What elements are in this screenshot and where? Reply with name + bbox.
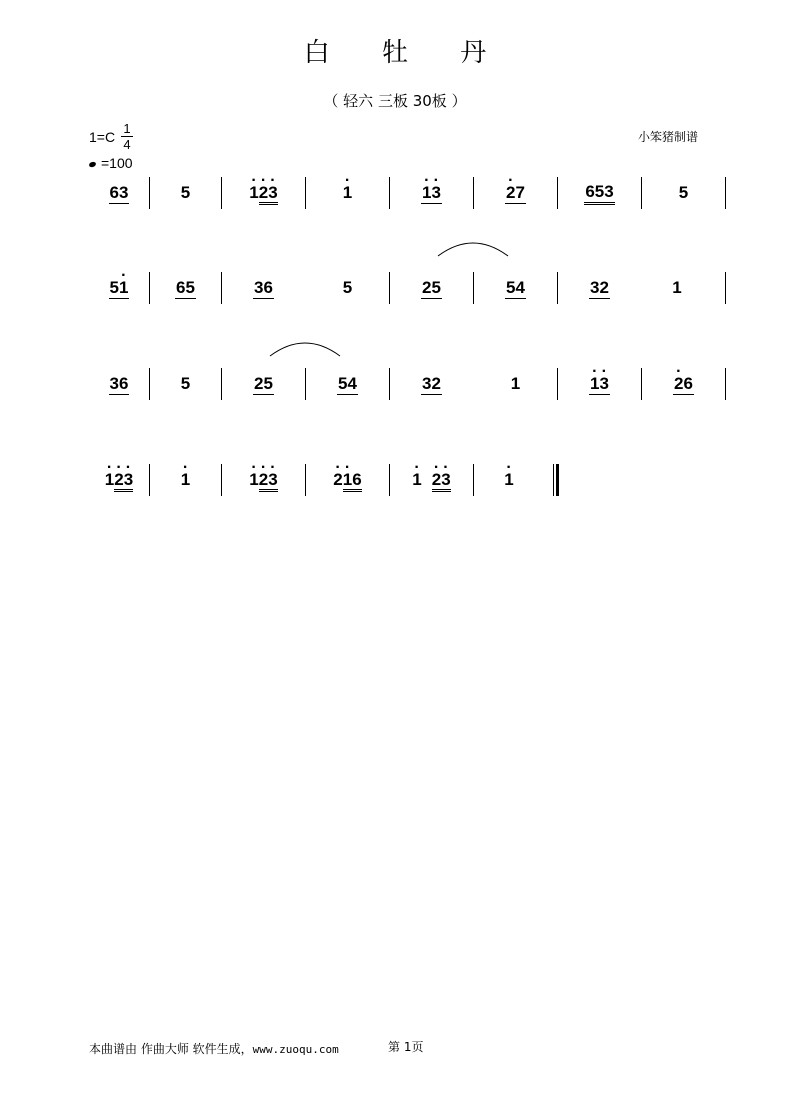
measure xyxy=(474,177,557,209)
measure xyxy=(390,464,473,496)
note-group: 63 xyxy=(109,182,129,202)
key-signature: 1=C xyxy=(89,129,116,145)
note-group: · 1· 2· 3 xyxy=(411,470,451,490)
note-group: · 1· 2· 3 xyxy=(248,470,278,490)
note-group: 5 xyxy=(678,183,689,202)
measure xyxy=(306,464,389,496)
note-group: 36 xyxy=(109,373,129,393)
measure xyxy=(222,368,305,400)
tempo-marking xyxy=(89,155,133,171)
page-number: 第 1页 xyxy=(388,1040,424,1054)
measure xyxy=(89,368,149,400)
footer-text: 本曲谱由 作曲大师 软件生成， xyxy=(89,1042,253,1056)
time-signature-denominator: 4 xyxy=(123,137,131,152)
score-system-4 xyxy=(0,464,790,524)
note-group: 653 xyxy=(584,182,614,205)
note-group: 32 xyxy=(590,277,609,297)
note-group: · 2· 16 xyxy=(332,470,362,490)
note-group: 5 xyxy=(180,374,191,393)
score-system-2 xyxy=(0,272,790,332)
note-group: · 26 xyxy=(673,374,694,395)
score-system-1 xyxy=(0,177,790,237)
note-group: 5 xyxy=(342,278,353,297)
note-group: 25 xyxy=(422,277,441,297)
bar-line xyxy=(725,368,726,400)
bar-line xyxy=(725,272,726,304)
notation-maker: 小笨猪制谱 xyxy=(638,130,699,144)
measure xyxy=(474,368,557,400)
note-group: 65 xyxy=(176,277,195,297)
measure xyxy=(558,177,641,209)
measure xyxy=(150,368,221,400)
measure xyxy=(222,464,305,496)
measure xyxy=(642,368,725,400)
footer-url: www.zuoqu.com xyxy=(252,1043,339,1056)
measure xyxy=(222,177,305,209)
measure xyxy=(642,177,725,209)
tempo-value: =100 xyxy=(101,155,133,171)
note-group: 1 xyxy=(510,374,521,393)
note-group: 5· 1 xyxy=(109,278,130,299)
bar-line xyxy=(725,177,726,209)
measure xyxy=(306,368,389,400)
song-subtitle: （ 轻六 三板 30板 ） xyxy=(323,92,467,110)
slur xyxy=(268,338,342,358)
measure xyxy=(558,368,641,400)
measure xyxy=(642,272,712,304)
note-group: · 1 xyxy=(342,183,353,203)
note-group: · 1· 3 xyxy=(421,183,442,204)
measure xyxy=(306,272,389,304)
note-group: · 1 xyxy=(503,470,514,490)
note-group: 32 xyxy=(422,373,441,393)
measure xyxy=(474,464,544,496)
note-group: 5 xyxy=(180,183,191,202)
note-group: · 1· 3 xyxy=(589,374,610,395)
note-group: · 1 xyxy=(180,470,191,490)
note-group: · 27 xyxy=(505,183,526,204)
measure xyxy=(89,464,149,496)
note-group: 1 xyxy=(672,278,682,297)
measure xyxy=(150,177,221,209)
measure xyxy=(306,177,389,209)
note-group: · 1· 2· 3 xyxy=(248,183,278,203)
measure xyxy=(390,272,473,304)
note-group: 36 xyxy=(254,277,273,297)
note-group: 54 xyxy=(338,373,357,393)
time-signature-numerator: 1 xyxy=(121,121,133,137)
measure xyxy=(89,177,149,209)
song-title: 白 牡 丹 xyxy=(303,38,509,68)
measure xyxy=(150,464,221,496)
final-bar-line-thin xyxy=(553,464,554,496)
slur xyxy=(436,238,510,258)
measure xyxy=(390,368,473,400)
measure xyxy=(558,272,641,304)
note-group: 54 xyxy=(506,277,525,297)
measure xyxy=(474,272,557,304)
note-group: 25 xyxy=(254,373,273,393)
measure xyxy=(222,272,305,304)
footer xyxy=(89,1040,339,1057)
score-system-3 xyxy=(0,368,790,428)
half-note-icon xyxy=(88,161,96,168)
measure xyxy=(89,272,149,304)
measure xyxy=(150,272,221,304)
final-bar-line-thick xyxy=(556,464,559,496)
time-signature xyxy=(121,121,133,152)
measure xyxy=(390,177,473,209)
note-group: · 1· 2· 3 xyxy=(104,470,134,490)
